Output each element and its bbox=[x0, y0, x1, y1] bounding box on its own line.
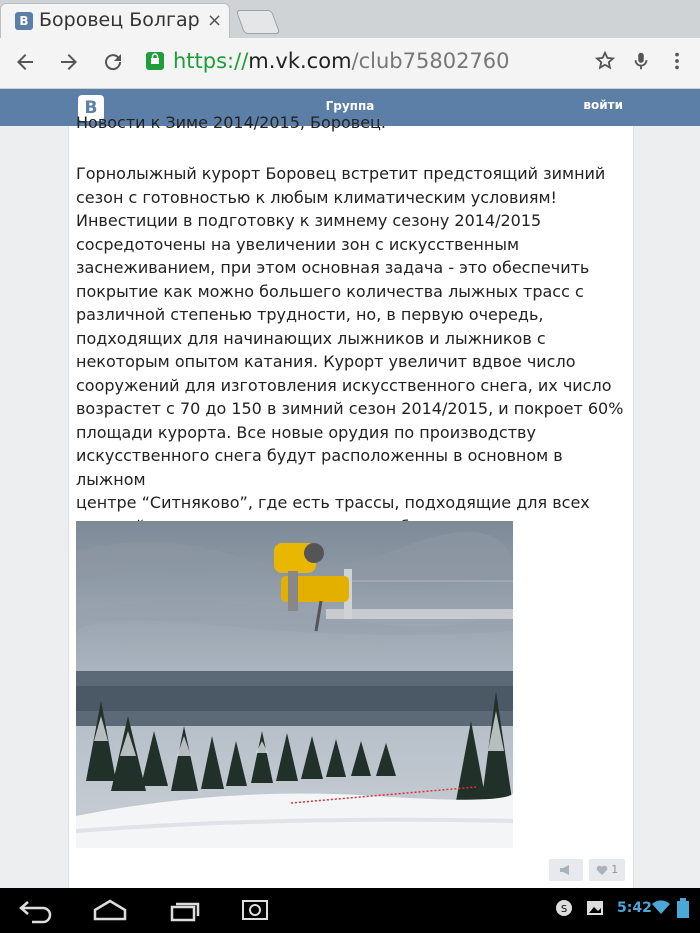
nav-back-icon[interactable] bbox=[18, 898, 54, 926]
screenshot-icon[interactable] bbox=[240, 898, 270, 926]
back-icon[interactable] bbox=[12, 50, 38, 76]
tab-strip bbox=[0, 0, 700, 38]
wifi-icon bbox=[651, 898, 671, 920]
new-tab-button[interactable] bbox=[236, 10, 281, 34]
url-scheme: https:// bbox=[173, 49, 249, 73]
post-text: Горнолыжный курорт Боровец встретит предстоящий зимний сезон с готовностью к любым климатическим условиям! Инвестиции в подготовку к зимнему сезону 2014/2015 сосредоточены на увеличении зон с искусственным заснеживанием, при этом основная задача - это обеспечить покрытие как можно большего количества лыжных трасс с различной степенью трудности, но, в первую очередь, подходящих для начинающих лыжников и лыжников с некоторым опытом катания. Курорт увеличит вдвое число сооружений для изготовления искусственного снега, их число возрастет с 70 до 150 в зимний сезон 2014/2015, и покроет 60% площади курорта. Все новые орудия по производству искусственного снега будут расположенны в основном в лыжном центре “Ситняково”, где есть трассы, подходящие для всех bbox=[76, 164, 624, 512]
secure-lock-icon bbox=[146, 52, 164, 70]
browser-toolbar bbox=[0, 38, 700, 89]
nav-home-icon[interactable] bbox=[92, 898, 128, 926]
clock: 5:42 bbox=[617, 900, 652, 916]
share-button[interactable] bbox=[549, 859, 583, 881]
like-button[interactable] bbox=[589, 859, 625, 881]
system-nav-bar bbox=[0, 888, 700, 933]
forward-icon[interactable] bbox=[56, 50, 82, 76]
vk-logo-icon[interactable]: В bbox=[78, 95, 104, 121]
svg-text:S: S bbox=[560, 904, 568, 915]
content-area bbox=[0, 113, 700, 888]
post-photo[interactable] bbox=[76, 521, 513, 848]
menu-icon[interactable] bbox=[664, 50, 690, 76]
url-path: /club75802760 bbox=[351, 49, 510, 73]
heart-icon bbox=[596, 865, 608, 876]
microphone-icon[interactable] bbox=[628, 50, 654, 76]
tab-close-icon[interactable]: × bbox=[207, 10, 223, 31]
sync-status-icon bbox=[554, 898, 574, 922]
post-card bbox=[68, 113, 634, 888]
page-title: Группа bbox=[325, 99, 375, 113]
reload-icon[interactable] bbox=[100, 50, 126, 76]
like-count: 1 bbox=[611, 863, 619, 876]
nav-recents-icon[interactable] bbox=[168, 898, 204, 926]
url-host: m.vk.com bbox=[248, 49, 352, 73]
address-bar[interactable] bbox=[173, 49, 510, 73]
tab-active[interactable] bbox=[0, 3, 230, 38]
megaphone-icon bbox=[559, 864, 573, 876]
tab-title: Боровец Болгар bbox=[39, 9, 200, 31]
gallery-status-icon bbox=[586, 898, 604, 922]
battery-icon bbox=[676, 898, 690, 922]
vk-favicon-icon: В bbox=[15, 12, 33, 30]
post-heading: Новости к Зиме 2014/2015, Боровец. bbox=[76, 113, 387, 132]
bookmark-star-icon[interactable] bbox=[592, 50, 618, 76]
login-link[interactable]: войти bbox=[583, 98, 623, 112]
